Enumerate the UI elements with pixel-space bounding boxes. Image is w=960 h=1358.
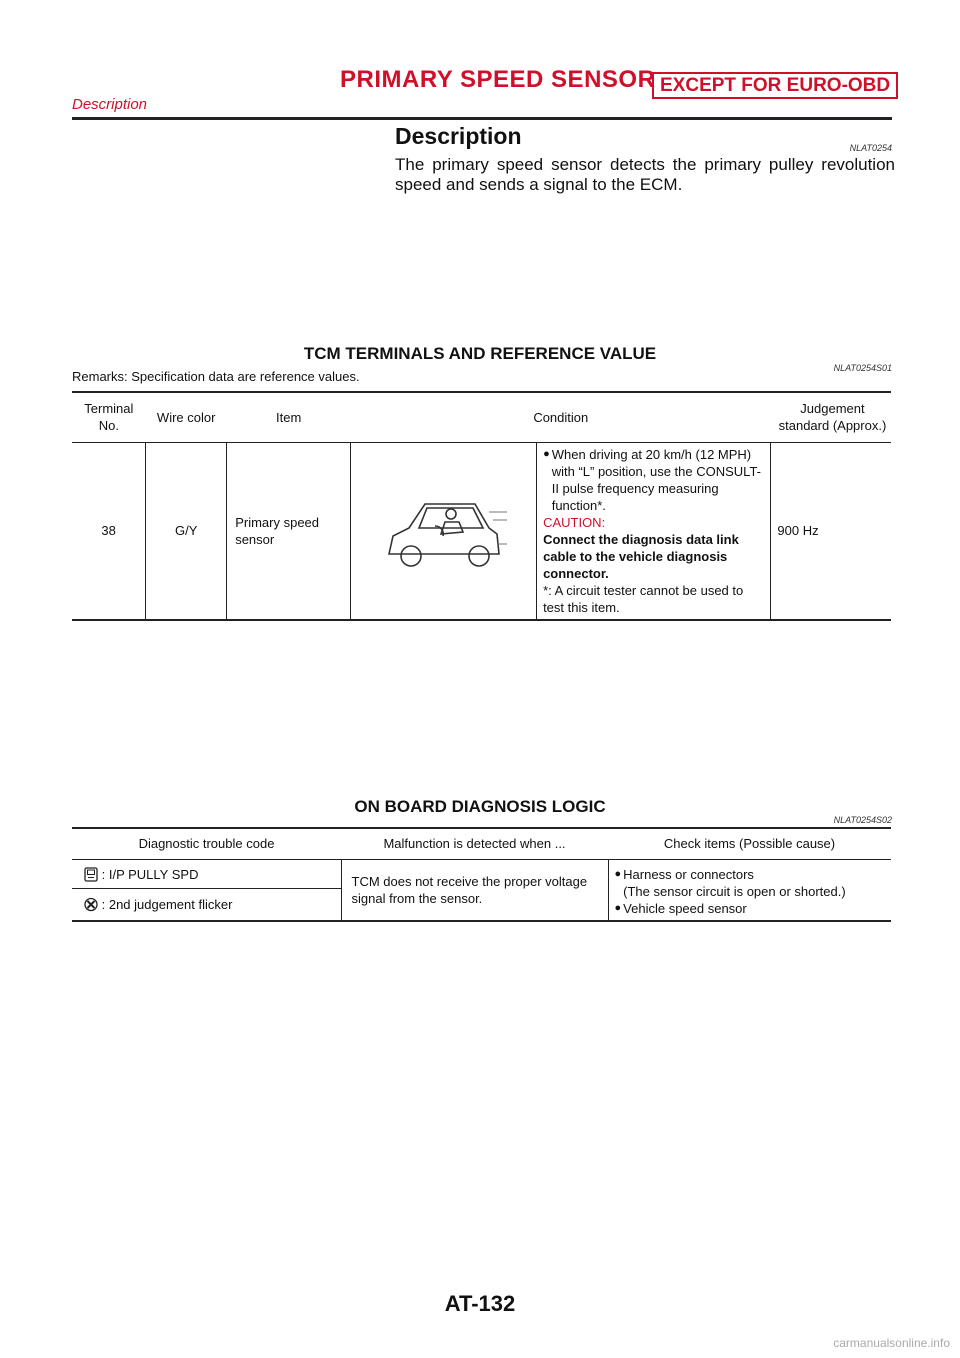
- caution-text: Connect the diagnosis data link cable to the vehicle diagnosis connector.: [543, 531, 739, 581]
- bullet-icon: ●: [614, 867, 622, 880]
- table-header-row: [72, 828, 891, 859]
- cell-dtc-consult: [72, 859, 341, 888]
- check-item-1-text: Harness or connectors: [623, 866, 754, 882]
- bullet-icon: ●: [614, 901, 622, 914]
- cell-wire-color: G/Y: [146, 442, 227, 620]
- section-description-title: Description: [395, 123, 522, 149]
- footnote-text: *: A circuit tester cannot be used to test this item.: [543, 582, 744, 615]
- watermark: carmanualsonline.info: [833, 1336, 950, 1350]
- tcm-terminals-code: NLAT0254S01: [833, 363, 892, 373]
- obd-logic-table: [72, 827, 891, 922]
- caution-label: CAUTION:: [543, 514, 606, 530]
- remarks-text: Remarks: Specification data are reference values.: [72, 369, 360, 384]
- page-number: AT-132: [444, 1291, 516, 1316]
- header-badge: EXCEPT FOR EURO-OBD: [652, 72, 898, 99]
- header-condition: Condition: [351, 392, 771, 442]
- header-rule: [72, 117, 892, 120]
- obd-logic-code: NLAT0254S02: [833, 815, 892, 825]
- description-line-2: speed and sends a signal to the ECM.: [395, 175, 683, 194]
- check-item-1-note: (The sensor circuit is open or shorted.): [623, 883, 846, 899]
- cell-dtc-flicker: [72, 888, 341, 921]
- cell-condition-illustration: [351, 442, 537, 620]
- description-line-1: The primary speed sensor detects the primary pulley revolution: [395, 155, 895, 174]
- condition-text: When driving at 20 km/h (12 MPH) with “L” position, use the CONSULT-II pulse frequency measuring function*.: [551, 446, 762, 513]
- header-terminal: Terminal No.: [72, 392, 146, 442]
- table-row: [72, 859, 891, 888]
- tcm-terminal-table: [72, 391, 891, 621]
- cell-condition-text: [537, 442, 771, 620]
- check-item-1: [615, 866, 891, 900]
- condition-bullet: [543, 446, 764, 514]
- obd-logic-title: ON BOARD DIAGNOSIS LOGIC: [354, 797, 606, 816]
- cell-malfunction: TCM does not receive the proper voltage signal from the sensor.: [341, 859, 608, 921]
- section-description-code: NLAT0254: [849, 143, 892, 153]
- cell-terminal: 38: [72, 442, 146, 620]
- car-driver-icon: [379, 484, 509, 574]
- header-dtc: Diagnostic trouble code: [72, 828, 341, 859]
- header-title: PRIMARY SPEED SENSOR: [340, 66, 656, 93]
- header-subtitle: Description: [72, 96, 148, 113]
- bullet-icon: ●: [543, 447, 550, 460]
- consult-tester-icon: [84, 867, 98, 882]
- cell-check-items: [608, 859, 891, 921]
- header-judgement: Judgement standard (Approx.): [771, 392, 891, 442]
- header-item: Item: [227, 392, 351, 442]
- cell-item: Primary speed sensor: [227, 442, 351, 620]
- cell-judgement: 900 Hz: [771, 442, 891, 620]
- check-item-2-text: Vehicle speed sensor: [623, 900, 747, 916]
- header-malfunction: Malfunction is detected when ...: [341, 828, 608, 859]
- header-wire-color: Wire color: [146, 392, 227, 442]
- table-row: [72, 442, 891, 620]
- tcm-terminals-title: TCM TERMINALS AND REFERENCE VALUE: [303, 344, 657, 363]
- dtc-consult-text: : I/P PULLY SPD: [101, 866, 199, 882]
- no-tools-icon: [84, 897, 98, 912]
- dtc-flicker-text: : 2nd judgement flicker: [101, 896, 233, 912]
- header-check-items: Check items (Possible cause): [608, 828, 891, 859]
- table-header-row: [72, 392, 891, 442]
- check-item-2: [615, 900, 891, 917]
